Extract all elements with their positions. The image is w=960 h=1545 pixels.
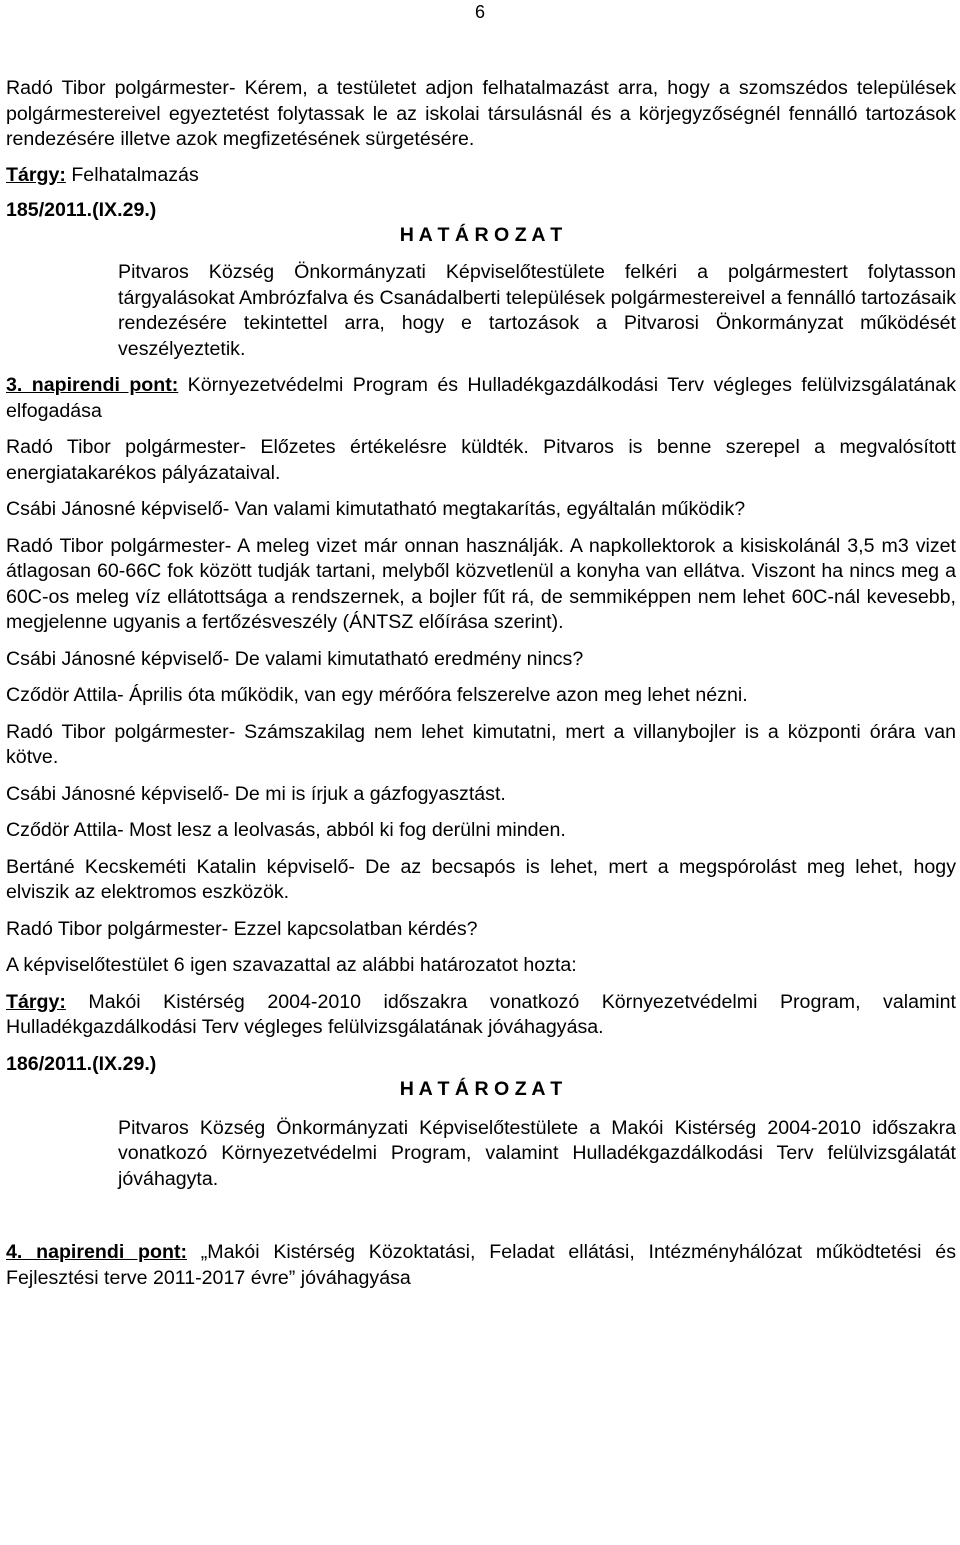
agenda-item-3 — [6, 373, 956, 424]
subject-line-1 — [6, 163, 956, 189]
page-number: 6 — [474, 2, 485, 22]
resolution-title: H A T Á R O Z A T — [399, 1077, 563, 1100]
resolution-1-header — [6, 198, 956, 250]
resolution-title: H A T Á R O Z A T — [399, 224, 563, 246]
vote-statement: A képviselőtestület 6 igen szavazattal az alábbi határozatot hozta: — [6, 954, 577, 976]
document-body — [6, 76, 956, 1291]
subject-label: Tárgy: — [6, 163, 66, 186]
paragraph: Bertáné Kecskeméti Katalin képviselő- De az becsapós is lehet, mert a megspórolást meg lehet, hogy elviszik az elektromos eszközök. — [6, 855, 956, 903]
paragraph: Radó Tibor polgármester- A meleg vizet már onnan használják. A napkollektorok a kisiskolánál 3,5 m3 vizet átlagosan 60-66C fok között tudják tartani, melyből közvetlenül a konyha van ellátva. Viszont ha nincs meg a 60C-os meleg víz ellátottsága a rendszernek, a bojler fűt rá, de semmiképpen nem lehet 60C-nál kevesebb, megjelenne ugyanis a fertőzésveszély (ÁNTSZ előírása szerint). — [6, 534, 956, 633]
agenda-label: 3. napirendi pont: — [6, 374, 179, 396]
agenda-label: 4. napirendi pont: — [6, 1241, 187, 1263]
subject-line-2 — [6, 990, 956, 1041]
paragraph-mayor-request: Radó Tibor polgármester- Kérem, a testületet adjon felhatalmazást arra, hogy a szomszédos települések polgármestereivel egyeztetést folytassak le az iskolai társulásnál és a körjegyzőségnél fennálló tartozások rendezésére illetve azok megfizetésének sürgetésére. — [6, 77, 956, 150]
agenda-item-4 — [6, 1240, 956, 1291]
subject-label: Tárgy: — [6, 990, 66, 1013]
resolution-number: 185/2011.(IX.29.) — [6, 199, 157, 221]
paragraph: Radó Tibor polgármester- Előzetes értékelésre küldték. Pitvaros is benne szerepel a megvalósított energiatakarékos pályázataival. — [6, 436, 956, 484]
paragraph: Csábi Jánosné képviselő- De valami kimutatható eredmény nincs? — [6, 647, 584, 670]
resolution-2-header — [6, 1052, 956, 1104]
subject-text: Felhatalmazás — [65, 163, 199, 186]
agenda-text: „Makói Kistérség Közoktatási, Feladat ellátási, Intézményhálózat működtetési és Fejlesztési terve 2011-2017 évre” jóváhagyása — [6, 1241, 956, 1289]
paragraph: Csábi Jánosné képviselő- De mi is írjuk a gázfogyasztást. — [6, 782, 506, 805]
subject-text: Makói Kistérség 2004-2010 időszakra vonatkozó Környezetvédelmi Program, valamint Hulladékgazdálkodási Terv végleges felülvizsgálatának jóváhagyása. — [6, 990, 956, 1038]
paragraph: Csábi Jánosné képviselő- Van valami kimutatható megtakarítás, egyáltalán működik? — [6, 498, 746, 520]
paragraph: Radó Tibor polgármester- Ezzel kapcsolatban kérdés? — [6, 917, 478, 940]
paragraph: Radó Tibor polgármester- Számszakilag nem lehet kimutatni, mert a villanybojler is a központi órára van kötve. — [6, 720, 956, 768]
resolution-2-text: Pitvaros Község Önkormányzati Képviselőtestülete a Makói Kistérség 2004-2010 időszakra vonatkozó Környezetvédelmi Program, valamint Hulladékgazdálkodási Terv felülvizsgálatát jóváhagyta. — [118, 1116, 956, 1190]
resolution-number: 186/2011.(IX.29.) — [6, 1052, 157, 1075]
agenda-text: Környezetvédelmi Program és Hulladékgazdálkodási Terv végleges felülvizsgálatának elfogadása — [6, 374, 956, 422]
resolution-1-text: Pitvaros Község Önkormányzati Képviselőtestülete felkéri a polgármestert folytasson tárgyalásokat Ambrózfalva és Csanádalberti települések polgármestereivel a fennálló tartozásaik rendezésére tekintettel arra, hogy e tartozások a Pitvarosi Önkormányzat működését veszélyeztetik. — [118, 261, 956, 360]
paragraph: Cződör Attila- Április óta működik, van egy mérőóra felszerelve azon meg lehet nézni. — [6, 684, 748, 706]
paragraph: Cződör Attila- Most lesz a leolvasás, abból ki fog derülni minden. — [6, 819, 566, 841]
